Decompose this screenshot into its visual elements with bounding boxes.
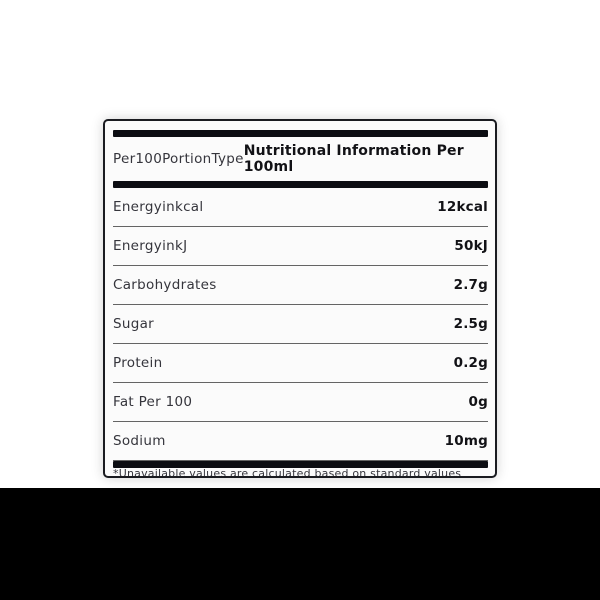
row-label: EnergyinkJ	[113, 238, 188, 254]
row-label: Fat Per 100	[113, 394, 193, 410]
row-label: Energyinkcal	[113, 199, 204, 215]
row-label: Sodium	[113, 433, 166, 449]
table-row-carbohydrates	[113, 266, 488, 305]
header-column-label: Per100PortionType	[113, 151, 244, 167]
top-divider-bar	[113, 130, 488, 137]
row-label: Carbohydrates	[113, 277, 217, 293]
table-row-sugar	[113, 305, 488, 344]
bottom-divider-bar	[113, 461, 488, 468]
row-value: 2.7g	[453, 277, 488, 293]
row-value: 50kJ	[454, 238, 488, 254]
row-label: Sugar	[113, 316, 155, 332]
row-value: 0.2g	[453, 355, 488, 371]
table-row-energy-kcal	[113, 188, 488, 227]
table-title: Nutritional Information Per 100ml	[243, 143, 464, 175]
footnote-clipped-text: *Unavailable values are calculated based on standard values	[113, 468, 462, 476]
table-row-sodium	[113, 422, 488, 461]
row-value: 0g	[468, 394, 488, 410]
table-row-fat	[113, 383, 488, 422]
table-row-energy-kj	[113, 227, 488, 266]
row-value: 2.5g	[453, 316, 488, 332]
nutrition-table-card	[103, 119, 497, 478]
row-value: 12kcal	[437, 199, 488, 215]
header-divider-bar	[113, 181, 488, 188]
table-row-protein	[113, 344, 488, 383]
table-header-row	[113, 137, 488, 181]
bottom-black-band	[0, 488, 600, 600]
row-value: 10mg	[444, 433, 488, 449]
row-label: Protein	[113, 355, 163, 371]
